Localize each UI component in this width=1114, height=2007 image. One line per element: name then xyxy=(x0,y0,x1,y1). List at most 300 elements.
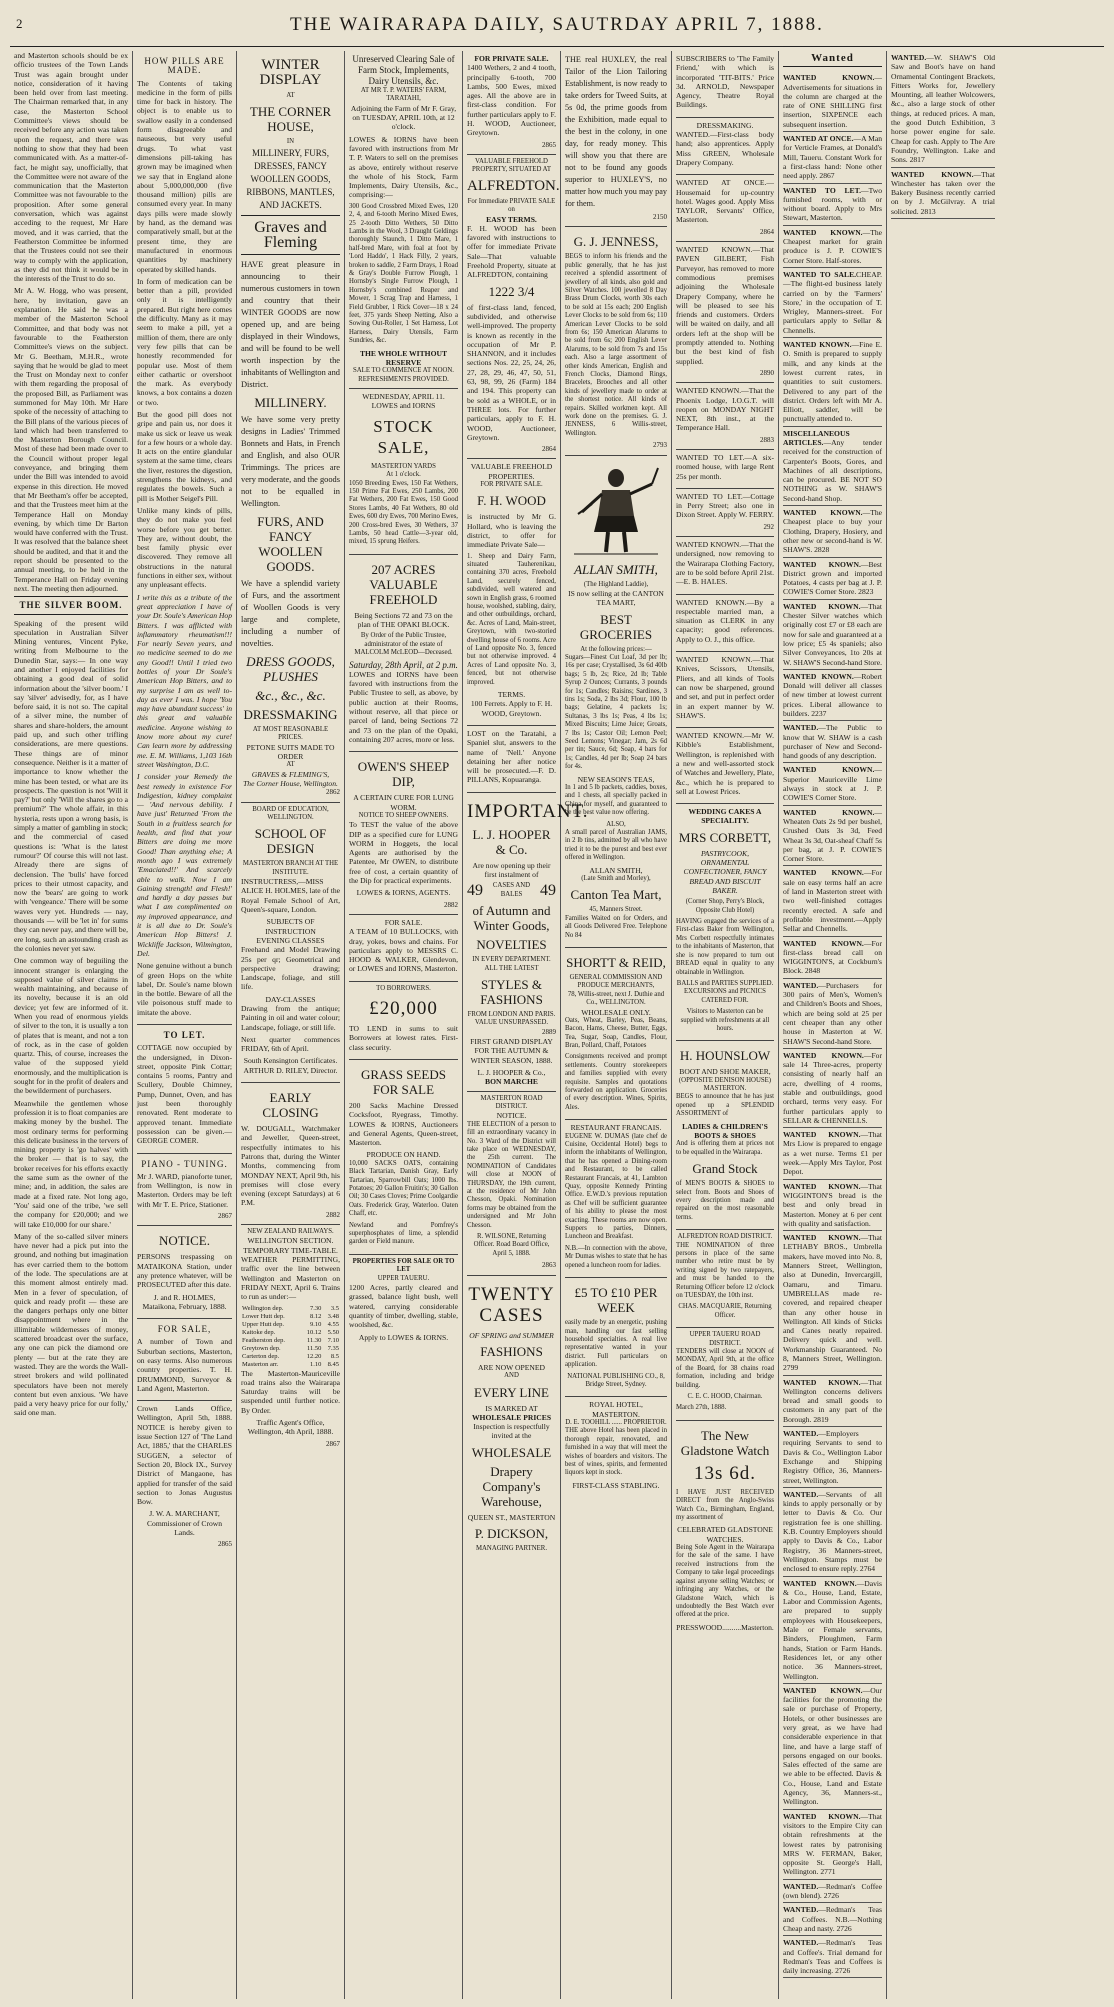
ad-acres: 1222 3/4 xyxy=(488,283,535,299)
ad-heading: BOARD OF EDUCATION, WELLINGTON. xyxy=(252,805,329,821)
royal-hotel-ad xyxy=(565,1397,667,1494)
ad-text: BEGS to inform his friends and the public generally, that he has just received a splendid assortment of jewellery of all kinds, also gold and Silver Watches. 100 jewelled 8 Day Brass Drum Clocks, worth 30s each to be sold at 15s each; 200 English Lever Clocks to be sold from 6s; 110 American Lever Clocks to be sold from 6s; 150 American Alarums to be sold from 6s; 200 English Lever Alarums, to be sold from 7s and 15s each. Also a large assortment of other kinds American, English and French Clocks, Diamond Rings, Bracelets, Brooches and all other kinds of jewellery made to order at the shortest notice. All kinds of repairs. Skilled workmen kept. All work done on the premises. G. J. JENNESS, 6 Willis-street, Wellington. xyxy=(565,253,667,437)
ad-signature: C. E. C. HOOD, Chairman. xyxy=(687,1393,763,1401)
ad-text: 200 Sacks Machine Dressed Cocksfoot, Ryegrass, Timothy. LOWES & IORNS, Auctioneers and General Agents, Queen-street, Masterton. xyxy=(349,1100,458,1148)
ad-text: 1200 Acres, partly cleared and grassed, balance light bush, well watered, carrying considerable quantity of timber, dwelling, stable, woolshed, &c. xyxy=(349,1283,458,1330)
masthead-rule xyxy=(10,46,1104,47)
ad-heading: UPPER TAUERU. xyxy=(377,1274,430,1282)
timetable-time: 1.10 xyxy=(309,1360,322,1368)
ad-heading: TERMS. xyxy=(497,690,526,700)
ad-text: ARE NOW OPENED xyxy=(478,1362,545,1372)
ad-number: 2864 xyxy=(760,227,774,236)
ad-heading: UPPER TAUERU ROAD DISTRICT. xyxy=(689,1331,761,1347)
ad-text: GRAVES & FLEMING'S, xyxy=(251,769,330,779)
wanted-ad-text xyxy=(783,508,882,554)
shortt-reid-ad xyxy=(565,948,667,1120)
ad-text: MASTERTON BRANCH AT THE INSTITUTE. xyxy=(242,860,339,876)
ad-heading: EASY TERMS. xyxy=(486,214,537,224)
wanted-ad-body: —That Wellington concerns delivers bread and small goods to customers in any part of the Borough. 2819 xyxy=(783,1377,882,1424)
private-sale-ad xyxy=(467,51,556,155)
wanted-ad-text xyxy=(783,723,882,760)
wanted-ad xyxy=(676,383,774,450)
wanted-ad-lead: WANTED. xyxy=(783,1938,819,1948)
ad-heading: EVENING CLASSES xyxy=(256,935,325,945)
timetable-station: Wellington dep. xyxy=(242,1304,284,1312)
wanted-ad-lead: WANTED KNOWN. xyxy=(783,1685,863,1695)
wanted-ad-text xyxy=(783,602,882,667)
article-paragraph: Mr A. W. Hogg, who was present, here, by invitation, gave an explanation. He said he was a member of the Masterton School Committee, and that body was not favourable to the Featherston Committee's views on the subject. Mr G. Beetham, M.H.R., wrote saying that he would be glad to meet the Trust on Monday next to confer with them regarding the proposal of the proposed Bill, as Parliament was summoned for May 10th. Mr Hare spoke of the necessity of attaching to the Bill plans of the various pieces of land which had been transferred to the Masterton Borough Council. Most of these had been made over to the Council without proper legal conveyance, and bringing them under the Bill was intended to avoid expense in this direction. He moved that Mr Beetham's offer be accepted, and that the Trustees meet him at the Temperance Hall on Monday evening, by which time Dr Barton would have conferred with the Trust. It was resolved that the balance sheet should be audited, and that it and the report should be presented to the annual meeting, to be held in the Temperance Hall on Friday evening next. The meeting then adjourned. xyxy=(14,286,128,593)
ad-heading: NOVELTIES xyxy=(476,937,547,953)
wanted-ad-body: —For sale 14 Three-acres, property consisting of nearly half an acre, dwelling of 4 rooms, stable and outbuildings, good orchard, terms very easy. For further particulars apply to SELLAR & CHENNELLS. xyxy=(783,1050,882,1125)
ad-heading: SCHOOL OF DESIGN xyxy=(254,826,327,857)
timetable-row xyxy=(241,1321,340,1329)
ad-text: &c., &c., &c. xyxy=(255,687,326,703)
timetable-time: 11.50 xyxy=(306,1344,322,1352)
ad-text: THE real HUXLEY, the real Tailor of the Lion Tailoring Establishment, is now ready to take orders for Tweed Suits, at 5s 0d, the prime goods from the Exhibition, made equal to the best in the colony, in one day, for ready money. This will show you that there are not to be found any goods superior to HUXLEY'S, no matter how much you may pay for them. xyxy=(565,55,667,208)
ad-heading: EARLY CLOSING xyxy=(262,1090,319,1121)
ad-number: 2882 xyxy=(326,1210,340,1219)
wanted-ad-text xyxy=(783,1233,882,1372)
testimonial: I write this as a tribute of the great appreciation I have of your Dr. Soule's American Hop Bitters. I was afflicted with inflammatory rheumatism!!! For nearly Seven years, and no medicine seemed to do me any Good!! Until I tried two bottles of your Dr Soule's American Hop Bitters, and to my surprise I am as well to-day as ever I was. I hope 'You may have abundant success' in this great and valuable medicine. Anyone wishing to know more about my cure! Can learn more by addressing me. E. M. Williams, 1,103 16th street Washington, D.C. xyxy=(137,592,232,769)
column-6 xyxy=(561,51,672,1999)
gladstone-watch-ad xyxy=(676,1421,774,1636)
wanted-ad-lead: MISCELLANEOUS ARTICLES. xyxy=(783,428,850,447)
wanted-ad-body: —The Public to know that W. SHAW is a cash purchaser of New and Second-hand goods of any description. xyxy=(783,723,882,761)
column-3 xyxy=(237,51,345,1999)
ad-number: 2865 xyxy=(218,1540,232,1549)
ad-text: A TEAM of 10 BULLOCKS, with dray, yokes, bows and chains. For particulars apply to MESSRS C. HOOD & WALKER, Glendevon, or LOWES and IORNS, Masterton. xyxy=(349,927,458,974)
ad-text: (Late Smith and Morley), xyxy=(581,874,651,882)
wanted-ad xyxy=(783,1880,882,1904)
wanted-ad-body: —That visitors to the Empire City can obtain refreshments at the lowest rates by patronising MRS W. FERMAN, Baker, opposite St. George's Hall, Wellington. 2771 xyxy=(783,1811,882,1877)
ad-heading: PRODUCE ON HAND. xyxy=(366,1150,441,1160)
ad-text: NOTICE TO SHEEP OWNERS. xyxy=(358,811,449,819)
wanted-ad-body: —Fine E. O. Smith is prepared to supply milk, and any kinds at the lowest current rates, in quantities to suit customers. Delivered to any part of the district. Orders left with Mr A. Elliott, saddler, will be punctually attended to. xyxy=(783,340,882,424)
ad-price: 13s 6d. xyxy=(694,1462,756,1484)
article-paragraph: and Masterton schools should be ex officio trustees of the Town Lands Trust was again brought under notice, consideration of it having been held over from last meeting. The Chairman remarked that, in any case, the Masterton School Committee's views should be received before any action was taken upon the request, and there was nothing to show that they had been communicated with. As a matter-of-fact, he might say, unofficially, that the Committee were not aware of the communication that the Masterton Committee was not favourable to the proposition. After some general conversation, which was against acceding to the request, Mr Hare moved, and it was carried, that the Featherston Committee be informed that the Trustees could not see their way to comply with the application, as they did not think it would be in the interests of the Trust to do so. xyxy=(14,51,128,284)
wanted-ad xyxy=(783,1231,882,1375)
ad-text: In 1 and 5 lb packets, caddies, boxes, and 1 chests, all specially packed in China for myself, and guaranteed to be the best value now offering. xyxy=(565,783,667,817)
wanted-ad xyxy=(783,937,882,979)
ad-text: BEGS to announce that he has just opened up a SPLENDID ASSORTMENT of xyxy=(676,1093,774,1118)
ad-heading: ALLAN SMITH, xyxy=(574,561,658,577)
wanted-ad-body: —That Chester Silver watches which originally cost £7 or £8 each are now for sale and guaranteed at a low price; £5 4s spaniels; also Silver Conveyances, 1to 20s at W. SHAW'S Second-hand Store. xyxy=(783,601,882,667)
ad-text: F. H. WOOD has been favored with instructions to offer for immediate Private Sale—That valuable Freehold Property, situate at ALFREDTON, containing xyxy=(467,223,556,280)
ad-heading: Canton Tea Mart, xyxy=(570,887,662,903)
ad-text: of first-class land, fenced, subdivided, and otherwise well-improved. The property is known as recently in the occupation of Mr P. SHANNON, and it includes sections Nos. 22, 25, 24, 26, 27, 28, 29, 46, 47, 50, 51, 63, 98, 99, 26 (Farm) 184 and 194. This property can be sold as a WHOLE, or in THREE lots. For further particulars, apply to F. H. WOOD, Auctioneer, Greytown. xyxy=(467,302,556,442)
wanted-ad-body: —Superior Mauriceville Lime always in stock at J. P. COWIE'S Corner Store. xyxy=(783,765,882,803)
wanted-ad xyxy=(676,595,774,652)
wanted-ad xyxy=(783,1684,882,1810)
wanted-ad-text xyxy=(783,134,882,180)
huxley-ad xyxy=(565,51,667,227)
ad-heading: ALFREDTON ROAD DISTRICT. xyxy=(677,1233,773,1241)
highlander-figure-icon xyxy=(568,464,664,556)
ad-text: WANTED KNOWN.—That the Phoenix Lodge, I.O.G.T. will reopen on MONDAY NIGHT NEXT, 8th inst., at the Temperance Hall. xyxy=(676,386,774,433)
pills-article xyxy=(137,51,232,1025)
stock-sale-ad xyxy=(349,389,458,555)
wanted-ad-body: —Robert Donald will deliver all classes of new timber at lowest current prices. Liberal allowance to builders. 2237 xyxy=(783,671,882,718)
ad-number: 2863 xyxy=(542,1261,556,1270)
wanted-ad-lead: WANTED AT ONCE. xyxy=(783,134,854,144)
column-2 xyxy=(133,51,237,1999)
ad-text: SUBSCRIBERS to 'The Family Friend,' with which is incorporated 'TIT-BITS.' Price 3d. ARNOLD, Newspaper Agency, Theatre Royal Buildings. xyxy=(676,54,774,110)
upper-taueru-ad xyxy=(676,1328,774,1421)
ad-number: 2890 xyxy=(760,368,774,377)
ad-number: 292 xyxy=(763,522,774,531)
wanted-ad-body: —That Mrs Liow is prepared to engage as a wet nurse. Terms £1 per week.—Apply Mrs Taylor, Post Depot. xyxy=(783,1130,882,1177)
ad-heading: Unreserved Clearing Sale of Farm Stock, Implements, Dairy Utensils, &c. xyxy=(352,54,455,86)
wanted-ad xyxy=(783,979,882,1049)
ad-signature: J. and R. HOLMES, Mataikona, February, 1888. xyxy=(142,1292,227,1311)
ad-text: THE NOMINATION of three persons in place of the same number who retire must be by writing signed by two ratepayers, and must be handed to the Returning Officer before 12 o'clock on TUESDAY, the 10th inst. xyxy=(676,1241,774,1299)
ad-heading: FOR SALE. xyxy=(384,917,423,927)
columns xyxy=(10,51,1104,1999)
ad-text: (OPPOSITE DENISON HOUSE) xyxy=(678,1076,772,1084)
wanted-ad xyxy=(783,1180,882,1231)
wanted-ad-body: —Any tender received for the construction of Carpenter's Boots, Gores, and Machines of all descriptions, can be procured. BE NOT SO NOTHING as W. SHAW'S Second-hand Shop. xyxy=(783,437,882,503)
wanted-ad-text xyxy=(783,1182,882,1228)
wanted-ad-lead: WANTED KNOWN. xyxy=(783,1130,861,1140)
ad-text: TENDERS will close at NOON of MONDAY, April 9th, at the office of the Board, for 38 chains road formation, including and bridge building. xyxy=(676,1348,774,1389)
ad-text: QUEEN ST., MASTERTON xyxy=(467,1512,556,1522)
ad-heading: FURS, AND FANCY WOOLLEN GOODS. xyxy=(257,513,324,574)
ad-heading: FASHIONS xyxy=(480,1343,543,1359)
ad-text: THE above Hotel has been placed in thorough repair, renovated, and furnished in a way that will meet the wishes of boarders and visitors. The best of wines, spirits, and fermented liquors kept in stock. xyxy=(565,1427,667,1477)
ad-text: LOWES and IORNS have been favored with instructions from the Public Trustee to sell, as above, by public auction at their Rooms, without reserve, all that piece or parcel of land, being Sections 72 and 73 on the plan of the Opaki, containing 207 acres, more or less. xyxy=(349,669,458,744)
ad-text: Oats, Wheat, Barley, Peas, Beans, Bacon, Hams, Cheese, Butter, Eggs, Tea, Sugar, Soap, Candles, Flour, Bran, Pollard, Chaff, Potatoes xyxy=(565,1016,667,1050)
article-paragraph: One common way of beguiling the innocent stranger is enlarging the supposed value of silver claims in wealth maintaining, and because of its novelty, because it is an old device; yet few are informed of it. When you read of enormous yields of silver to the ton, it is usually a ton of plates that is meant, and not a ton of rock, as in the case of golden quartz. This, of course, increases the value of the supposed yield enormously, and the multiplication is sought for in the profit of dealers and the bewilderment of purchasers. xyxy=(14,956,128,1096)
ad-text: COTTAGE now occupied by the undersigned, in Dixon-street, opposite Pink Cottar; contains 5 rooms, Pantry and Scullery, Double Chimney, Pump, Dunnet, Oven, and has just been thoroughly renovated. Rent moderate to approved tenant. Immediate possession can be given.—GEORGE COMER. xyxy=(137,1043,232,1146)
ad-heading: NOTICE. xyxy=(159,1233,210,1249)
ad-number: 2862 xyxy=(326,788,340,797)
ad-heading: TO LET. xyxy=(163,1029,206,1040)
ad-heading: DRESSMAKING. xyxy=(696,120,754,130)
ad-heading: WELLINGTON SECTION. xyxy=(247,1236,334,1246)
freehold-207-ad xyxy=(349,555,458,752)
wanted-ad-body: —Employers requiring Servants to send to Davis & Co., Wellington Labor Exchange and Shipping Registry Office, 36, Manners-street, Wellington. xyxy=(783,1429,882,1485)
wanted-section-heading: Wanted xyxy=(811,52,854,64)
ad-heading: MILLINERY. xyxy=(254,394,327,410)
ad-heading: NEW SEASON'S TEAS, xyxy=(577,774,655,784)
wanted-ad-lead: WANTED TO LET. xyxy=(783,185,862,195)
alfredton-road-ad xyxy=(676,1230,774,1328)
ad-heading: WHOLESALE PRICES xyxy=(471,1412,552,1422)
timetable-time: 10.12 xyxy=(306,1328,322,1336)
timetable-row xyxy=(241,1353,340,1361)
ad-heading: MASTERTON ROAD DISTRICT. xyxy=(480,1094,543,1110)
wanted-ad-body: —Purchasers for 300 pairs of Men's, Women's and Children's Boots and Shoes, which are being sold at 25 per cent cheaper than any other house in Masterton at W. SHAW'S Second-hand Store. xyxy=(783,980,882,1046)
ad-text: Adjoining the Farm of Mr F. Gray, on TUESDAY, APRIL 10th, at 12 o'clock. xyxy=(350,103,457,132)
wanted-ad-body: —Redman's Teas and Coffee's. Trial demand for Redman's Teas and Coffees is daily increasing. 2726 xyxy=(783,1938,882,1976)
wanted-ad-body: —That WIGGINTON'S bread is the best and only bread in Masterton. Money at 6 per cent with quality and satisfaction. xyxy=(783,1181,882,1228)
wanted-ad-text xyxy=(783,340,882,424)
column-4 xyxy=(345,51,463,1999)
ad-text: 1. Sheep and Dairy Farm, situated Tauherenikau, containing 370 acres, Freehold Land, securely fenced, subdivided, well watered and sown in English grass, 6 roomed house, woolshed, stabling, dairy, and other outbuildings, orchard, &c. Acres of Land, Main-street, Greytown, with two-storied dwelling house of 6 rooms. Acre of Land opposite No. 3, fenced but not otherwise improved. 4 Acres of Land opposite No. 3, fenced, but not otherwise improved. xyxy=(467,552,556,686)
wanted-ad-text xyxy=(783,765,882,802)
ad-text: IS MARKED AT xyxy=(485,1403,538,1413)
ad-text: We have a splendid variety of Furs, and the assortment of Woollen Goods is very large and complete, including a number of novelties. xyxy=(241,578,340,648)
wanted-ad-lead: WANTED KNOWN. xyxy=(783,1377,861,1387)
article-paragraph: Speaking of the present wild speculation in Australian Silver Mining ventures, Vincent Pyke, writing from Melbourne to the Dunedin Star, says:— In one way and another I enjoyed facilities for obtaining a good deal of solid information about the 'silver boom.' I say 'silver' advisedly, for, as I have before said, it is not so. The capital of a silver mine, the number of shares and share-holders, the amount paid up, and such other trifling considerations, are mere questions. These things are of minor consequence. Neither is it a matter of importance to know whether the mine has been tested, or what are its prospects. The question is not 'Will it pay?' but only 'Will the shares go to a premium?' The whole affair, in this hysteria, rests upon a wrong basis, is simply a matter of gambling in stock; and the commercial of cased questions is: 'What is the latest rumour?' Of course this will not last. Already there are signs of declension. The 'bulls' have forced prices to their utmost capacity, and now the 'bears' are going to work with 'vengeance.' There will be some waves very yet. Hundreds — nay, thousands — will be 'let in' for sums they can never pay, and there will be, ere long, such an astounding crash as the colonies never yet saw. xyxy=(14,618,128,953)
wanted-ad xyxy=(783,558,882,600)
wanted-ad-text xyxy=(783,270,882,335)
ad-heading: FOR PRIVATE SALE. xyxy=(474,54,549,63)
ad-text: LOWES and IORNS xyxy=(371,401,436,411)
wanted-ad xyxy=(783,268,882,338)
wanted-ad-body: —Davis & Co., House, Land, Estate, Labor and Commission Agents, are prepared to supply employees with Housekeepers, Male or Female servants, Binders, Ploughmen, Farm hands, Station or Farm Hands. Residences let, or any other notice. 36 Manners-street, Wellington. xyxy=(783,1578,882,1681)
timetable-station: Masterton arr. xyxy=(242,1360,279,1368)
ad-text: WANTED KNOWN.—By a respectable married man, a situation as CLERK in any capacity; good references. Apply to O. J., this office. xyxy=(676,597,774,644)
ad-text: PASTRYCOOK, ORNAMENTAL CONFECTIONER, FANCY BREAD AND BISCUIT BAKER. xyxy=(683,848,767,895)
timetable-station: Kaitoke dep. xyxy=(242,1328,276,1336)
timetable-row xyxy=(241,1329,340,1337)
ad-signature: PRESSWOOD..........Masterton. xyxy=(676,1622,774,1632)
wanted-ad-lead: WANTED. xyxy=(783,723,819,733)
ad-heading: FIRST-CLASS STABLING. xyxy=(572,1480,660,1490)
ad-heading: £5 TO £10 PER WEEK xyxy=(574,1285,658,1316)
railways-ad xyxy=(241,1225,340,1453)
cases-count: 49 xyxy=(540,882,556,900)
ad-text: Drawing from the antique; Painting in oil and water colour; Landscape, foliage, or still life. xyxy=(241,1004,340,1032)
ad-text: 1400 Wethers, 2 and 4 tooth, principally 6-tooth, 700 Lambs, 500 Ewes, mixed ages. All the above are in first-class condition. For further particulars apply to F. H. WOOD, Auctioneer, Greytown. xyxy=(467,63,556,138)
ad-number: 2889 xyxy=(542,1027,556,1036)
corbett-ad xyxy=(676,804,774,1041)
ad-heading: VALUABLE FREEHOLD PROPERTIES. xyxy=(470,462,553,481)
wanted-ad xyxy=(783,806,882,867)
ad-text: AT MR T. P. WATERS' FARM, TARATAHI, xyxy=(360,87,447,103)
wanted-ad-lead: WANTED KNOWN. xyxy=(783,1050,864,1060)
wanted-ad-text xyxy=(783,429,882,503)
wanted-ad-text xyxy=(783,1579,882,1681)
ad-text: 100 Ferrets. Apply to F. H. WOOD, Greytown. xyxy=(470,699,553,718)
wanted-ad xyxy=(783,866,882,936)
wanted-ad xyxy=(783,1128,882,1179)
wanted-ad-text xyxy=(783,1429,882,1485)
ad-text: HAVE great pleasure in announcing to their numerous customers in town and country that their WINTER GOODS are now opened up, and are being displayed in their Windows, and will be found to be well worth inspection by the inhabitants of Wellington and District. xyxy=(241,259,340,389)
ad-number: 2882 xyxy=(444,900,458,909)
ad-signature: South Kensington Certificates. ARTHUR D. RILEY, Director. xyxy=(243,1056,338,1075)
article-heading: HOW PILLS ARE MADE. xyxy=(144,56,225,76)
ad-text: The Corner House, Wellington. xyxy=(243,778,338,788)
ad-text: MASTERTON. xyxy=(703,1085,747,1093)
ad-text: Are now opening up their first instalment of xyxy=(472,860,551,880)
ad-text: WANTED KNOWN.—Mr W. Kibble's Establishment, Wellington, is replenished with a new and well-assorted stock of Watches and Jewellery, Plate, &c., which he is prepared to sell at Lowest Prices. xyxy=(676,731,774,796)
wanted-ad-body: —The Cheapest market for grain produce is J. P. COWIE'S Corner Store. Half-stores. xyxy=(783,227,882,265)
wanted-ad xyxy=(783,600,882,670)
ad-heading: GRASS SEEDS FOR SALE xyxy=(361,1066,446,1097)
wanted-ad-text xyxy=(783,186,882,223)
timetable-row xyxy=(241,1345,340,1353)
wanted-ad-text xyxy=(783,1378,882,1424)
ad-text: LOWES & IORNS have been favored with instructions from Mr T. P. Waters to sell on the premises as above, entirely without reserve the whole of his Stock, Farm Implements, Dairy Utensils, &c., comprising:— xyxy=(349,134,458,200)
wanted-ad-text xyxy=(783,981,882,1046)
column-7 xyxy=(672,51,779,1999)
freehold-properties-ad xyxy=(467,459,556,726)
wanted-ad-body: —Servants of all kinds to apply personally or by letter to Davis & Co. Our registration fee is one shilling. K.B. Country Employers should apply to Davis & Co., Labor Registry, 36 Manners-street, Wellington. Stamps must be enclosed to ensure reply. 2764 xyxy=(783,1489,882,1574)
wanted-ad xyxy=(783,71,882,132)
ad-text: 10,000 SACKS OATS, containing Black Tartarian, Danish Gray, Early Tartarian, Sparrowbill Oats; 1000 lbs. Potatoes; 20 Gallon Fruitin's; 30 Gallon Oil; 30 Cases Cloves; Prime Coolgardie Oats. Frederick Gray, Waterloo. Oaten Chaff, etc. xyxy=(349,1159,458,1218)
timetable-time: 11.30 xyxy=(306,1336,322,1344)
wanted-ad-lead: WANTED KNOWN. xyxy=(783,1233,861,1243)
ad-text: WEATHER PERMITTING, traffic over the line between Wellington and Masterton on FRIDAY NEXT, April 6. Trains to run as under:— xyxy=(241,1255,340,1302)
ad-heading: 207 ACRES VALUABLE FREEHOLD xyxy=(369,561,438,607)
wanted-ad xyxy=(783,1810,882,1880)
timetable-time: 3.5 xyxy=(330,1304,339,1312)
ad-heading: PROPERTIES FOR SALE OR TO LET xyxy=(352,1257,455,1274)
ad-heading: IMPORTANT. xyxy=(467,800,589,822)
divider xyxy=(14,596,128,597)
wanted-ad-body: —Two furnished rooms, with or without board. Apply to Mrs Stewart, Masterton. xyxy=(783,185,882,223)
ad-heading: STOCK SALE, xyxy=(373,416,434,457)
wanted-ad-text xyxy=(783,1686,882,1807)
ad-signature: LOWES & IORNS, AGENTS. xyxy=(356,888,451,898)
ad-heading: H. HOUNSLOW xyxy=(679,1048,771,1064)
ad-heading: BOOT AND SHOE MAKER, xyxy=(679,1067,771,1077)
timetable-time: 3.48 xyxy=(327,1312,339,1320)
ad-text: INSTRUCTRESS,—MISS ALICE H. HOLMES, late of the Royal Female School of Art, Queen's-square, London. xyxy=(241,877,340,915)
ad-heading: LADIES & CHILDREN'S BOOTS & SHOES xyxy=(682,1121,768,1140)
wanted-ad-lead: WANTED. xyxy=(783,980,819,990)
wanted-ad xyxy=(676,728,774,804)
wanted-ad xyxy=(676,537,774,594)
wanted-ad xyxy=(783,1427,882,1488)
to-let-ad xyxy=(137,1025,232,1154)
wanted-ad xyxy=(783,1577,882,1684)
ad-heading: BON MARCHE xyxy=(485,1077,538,1087)
timetable-time: 12.20 xyxy=(306,1352,322,1360)
wanted-ad-body: —Wheaten Oats 2s 9d per bushel, Crushed Oats 3s 3d, Feed Wheat 3s 3d, Oat-sheaf Chaff 5s per bag, at J. P. COWIE'S Corner Store. xyxy=(783,807,882,864)
ad-text: WANTED TO LET.—Cottage in Perry Street; also one in Dixon Street. Apply W. FERRY. xyxy=(676,491,774,520)
wanted-ad xyxy=(783,670,882,721)
ad-heading: WINTER DISPLAY xyxy=(259,57,322,88)
ad-heading: WEDNESDAY, APRIL 11. xyxy=(362,392,445,402)
ad-text: PETONE SUITS MADE TO ORDER xyxy=(246,742,335,761)
wanted-ad xyxy=(676,489,774,537)
wanted-ad-body: —Best District grown and imported Potatoes, 4 casts per bag at J. P. COWIE'S Corner Store. 2823 xyxy=(783,559,882,597)
sheep-dip-ad xyxy=(349,752,458,915)
bullocks-ad xyxy=(349,915,458,982)
wanted-ad-lead: WANTED KNOWN. xyxy=(783,227,863,237)
ad-text: MASTERTON YARDS xyxy=(371,462,436,470)
wanted-ad-text xyxy=(783,1051,882,1125)
hooper-ad xyxy=(467,793,589,1092)
wanted-ad xyxy=(783,1903,882,1936)
wanted-ad-text xyxy=(783,1812,882,1877)
wanted-ad-text xyxy=(783,1905,882,1933)
wanted-ad-body: —That LETHABY BROS., Umbrella makers, have moved into No. 8, Manners Street, Wellington, also at Dunedin, Invercargill, Oamaru, and Timaru. UMBRELLAS made re-covered, and repaired cheaper than any other house in Wellington. All kinds of Sticks and Canes neatly repaired. Delivery quick and well. Workmanship Guaranteed. No 8, Manners Street, Wellington. 2799 xyxy=(783,1233,882,1373)
wanted-ad-body: —W. SHAW'S Old Saw and Boot's have on hand Ornamental Contingent Brackets, Fitters Works for, Jewellery Mounting, all leather Wolcowers, &c., also a large stock of other things, at reduced prices. A man, the good Dutch Exhibition, 3 horse power engine for sale. Cheap for cash. Apply to The Are Foundry, Wellington. Lake and Sons. 2817 xyxy=(891,53,995,165)
ad-text: At 1 o'clock. xyxy=(386,471,421,479)
alfredton-ad xyxy=(467,155,560,459)
wanted-ad-body: —Advertisements for situations in the column are charged at the rate of ONE SHILLING first insertion, SIXPENCE each subsequent insertion. xyxy=(783,73,882,129)
ad-heading: WHOLESALE ONLY. xyxy=(581,1007,651,1017)
wanted-ad-body: —For first-class bread call on WIGGINTON'S, at Cockburn's Block. 2848 xyxy=(783,938,882,976)
wanted-ad-body: —Redman's Coffee (own blend). 2726 xyxy=(783,1881,882,1901)
ad-heading: ALSO, xyxy=(606,820,626,828)
ad-heading: FOR SALE, xyxy=(157,1324,212,1335)
ad-signature: R. WILSONE, Returning Officer. Road Board Office, April 5, 1888. xyxy=(473,1232,550,1257)
school-of-design-ad xyxy=(241,803,340,1084)
ad-text: is instructed by Mr G. Hollard, who is leaving the district, to offer for immediate Private Sale— xyxy=(467,512,556,550)
ad-text: Saturday, 28th April, at 2 p.m. xyxy=(349,659,458,670)
wanted-ad-lead: WANTED TO SALE. xyxy=(783,269,857,279)
ad-text: FIRST GRAND DISPLAY FOR THE AUTUMN & WINTER SEASON, 1888. xyxy=(470,1037,553,1065)
wanted-ad-lead: WANTED KNOWN. xyxy=(783,601,861,611)
divider xyxy=(783,66,882,67)
wanted-ad xyxy=(783,1376,882,1427)
grass-seeds-ad xyxy=(349,1060,458,1255)
timetable-time: 8.12 xyxy=(309,1312,322,1320)
ad-text: HAVING engaged the services of a First-class Baker from Wellington, Mrs Corbett respectfully intimates to the inhabitants of Masterton, that she is now prepared to turn out BREAD equal in quality to any obtainable in Wellington. xyxy=(676,918,774,976)
column-8 xyxy=(779,51,887,1999)
wanted-ad xyxy=(783,506,882,557)
timetable-station: Featherston dep. xyxy=(242,1336,285,1344)
wanted-ad-text xyxy=(783,1130,882,1176)
ad-signature: Apply to LOWES & IORNS. xyxy=(358,1332,449,1342)
ad-text: MANAGING PARTNER. xyxy=(475,1544,548,1552)
wanted-ad xyxy=(783,763,882,805)
ad-text: Inspection is respectfully invited at the xyxy=(473,1422,550,1441)
wanted-ad xyxy=(783,338,882,427)
newspaper-title: THE WAIRARAPA DAILY, SAUTRDAY APRIL 7, 1888. xyxy=(290,14,824,35)
ad-text: of MEN'S BOOTS & SHOES to select from. Boots and Shoes of every description made and repaired on the most reasonable terms. xyxy=(676,1180,774,1221)
wanted-ad-lead: WANTED. xyxy=(891,53,927,62)
ad-heading: THE CORNER HOUSE, xyxy=(249,104,332,135)
ad-text: AT xyxy=(286,92,295,99)
wanted-ad-lead: WANTED KNOWN. xyxy=(783,73,875,83)
wanted-ad-body: —Redman's Teas and Coffees. N.B.—Nothing Cheap and nasty. 2726 xyxy=(783,1905,882,1933)
column-5 xyxy=(463,51,589,1999)
masterton-road-ad xyxy=(467,1092,556,1276)
ad-heading: ALLAN SMITH, xyxy=(589,865,643,875)
article-paragraph: The Contents of taking medicine in the form of pills time for back in history. The object is to enable us to swallow easily in a condensed form disagreeable and nauseous, but very useful drugs. To what vast dimensions pill-taking has grown may be imagined when we say that in England alone about 5,000,000,000 (five thousand million) pills are consumed every year. In many days pills were made slowly by hand, as the demand was comparatively small, but at the present time, they are manufactured in enormous quantities by machinery operated by skilled hands. xyxy=(137,78,232,274)
ad-heading: DRESS GOODS, PLUSHES xyxy=(246,653,335,684)
column-9 xyxy=(887,51,999,1999)
crown-lands-ad xyxy=(137,1401,232,1553)
ad-heading: EVERY LINE xyxy=(474,1384,549,1400)
ad-text: THE ELECTION of a person to fill an extraordinary vacancy in No. 3 Ward of the District will take place on WEDNESDAY, the 25th current. The NOMINATION of Candidates will close at NOON of THURSDAY, the 19th current, at the residence of Mr John Chesson, Opaki. Nomination forms may be obtained from the undersigned and Mr John Chesson. xyxy=(467,1120,556,1229)
wanted-ad xyxy=(676,450,774,489)
for-sale-ad xyxy=(137,1319,232,1401)
ad-text: IN xyxy=(286,138,295,146)
ad-text: LOST on the Taratahi, a Spaniel slut, answers to the name of 'Nell.' Anyone detaining her after notice will be prosecuted.—F. D. PILLANS, Kopuaranga. xyxy=(467,729,556,785)
wanted-ad-text xyxy=(783,939,882,976)
ad-heading: THE WHOLE WITHOUT RESERVE xyxy=(359,348,448,367)
wanted-ad-lead: WANTED KNOWN. xyxy=(783,340,852,350)
wanted-ad-text xyxy=(891,170,995,216)
ad-heading: RESTAURANT FRANCAIS. xyxy=(570,1123,662,1133)
ad-signature: Traffic Agent's Office, Wellington, 4th April, 1888. xyxy=(247,1418,334,1437)
ad-text: (The Highland Laddie), xyxy=(583,580,649,588)
wanted-ad xyxy=(783,1049,882,1128)
ad-text: To TEST the value of the above DIP as a specified cure for LUNG WORM in Hoggets, the local Agents are authorised by the Patentee, Mr OWEN, to distribute free of cost, a certain quantity of the Dip for practical experiments. xyxy=(349,820,458,886)
wanted-ad-lead: WANTED KNOWN. xyxy=(783,1578,857,1588)
article-paragraph: In form of medication can be better than a pill, provided only it is intelligently prepared. But right here comes the difficulty. Many as it may seem to make a pill, yet a million of them, there are only very few pills that can be honestly recommended for popular use. Most of them either cathartic or overshoot the mark. As everybody knows, a box contains a dozen or two. xyxy=(137,276,232,407)
wanted-ad-text xyxy=(783,228,882,265)
ad-text: WANTED KNOWN.—That Knives, Scissors, Utensils, Pliers, and all kinds of Tools can now be sharpened, ground and set, and put in perfect order in an expert manner by W. SHAW'S. xyxy=(676,655,774,720)
timetable xyxy=(241,1305,340,1369)
wanted-ad-text xyxy=(783,1938,882,1975)
ad-number: 2865 xyxy=(542,140,556,149)
wanted-ad-body: —A Man for Verticle Frames, at Donald's Mill, Taueru. Constant Work for a first-class hand: None other need apply. 2867 xyxy=(783,134,882,181)
wanted-ad-text xyxy=(783,1490,882,1574)
timetable-time: 8.5 xyxy=(330,1352,339,1360)
ad-text: Newland and Pomfrey's superphosphates of lime, a splendid garden or Field manure. xyxy=(349,1221,458,1246)
wanted-ad-lead: WANTED KNOWN. xyxy=(891,169,974,179)
wanted-ad-lead: WANTED KNOWN. xyxy=(783,559,861,569)
ad-heading: The New Gladstone Watch xyxy=(680,1427,770,1458)
